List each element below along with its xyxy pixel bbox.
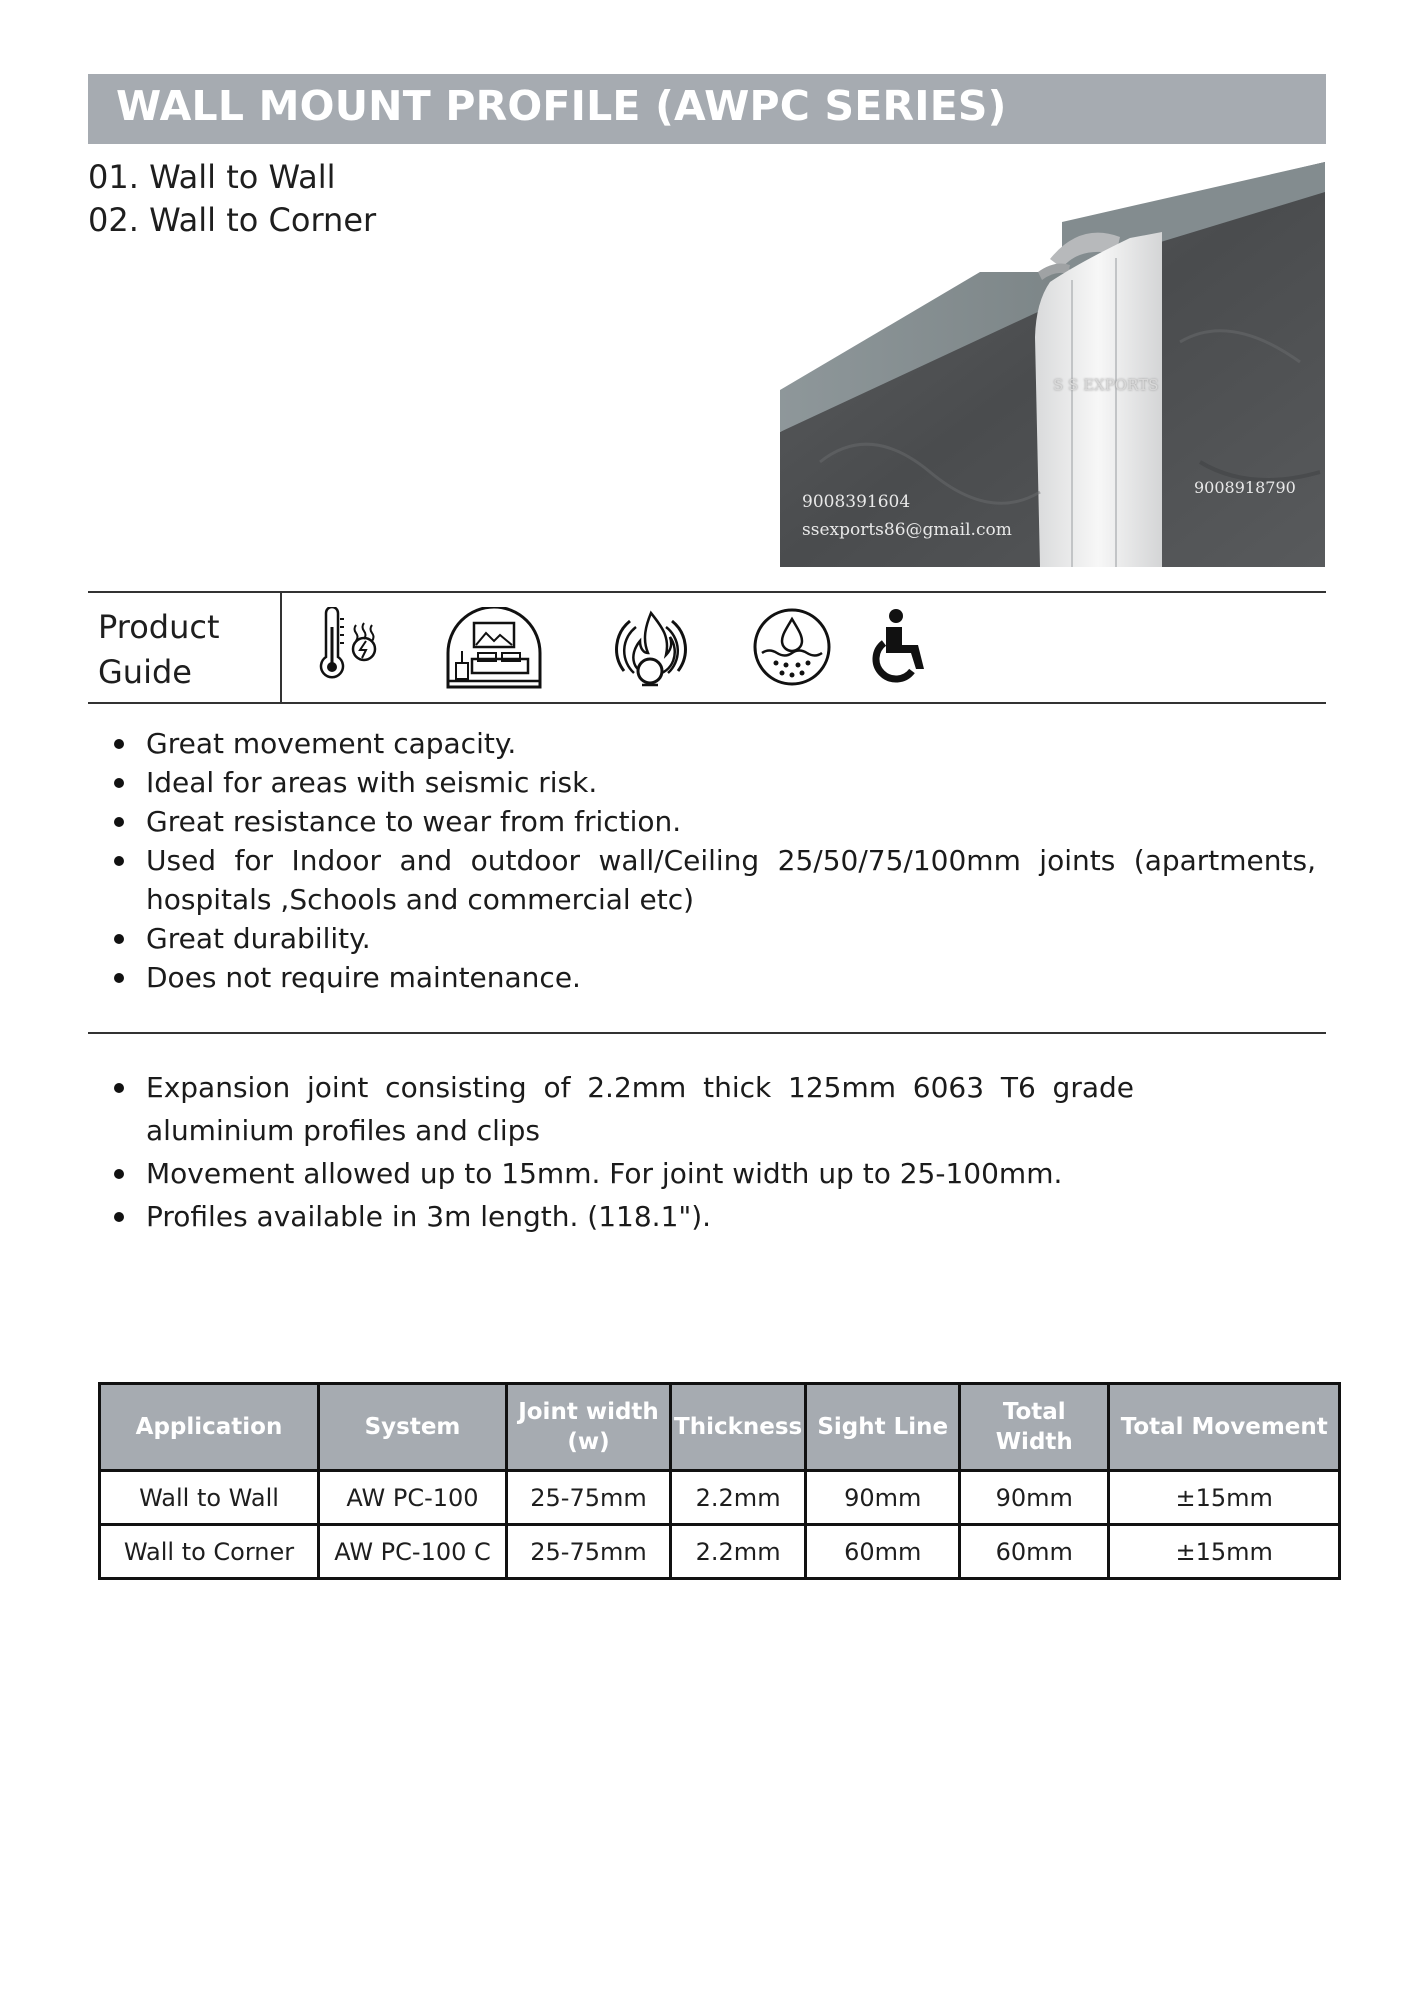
page-title: WALL MOUNT PROFILE (AWPC SERIES) — [116, 82, 1007, 130]
watermark-phone: 9008391604 — [802, 492, 911, 512]
product-photo — [780, 162, 1325, 567]
type-item: 02. Wall to Corner — [88, 201, 377, 239]
guide-label-line: Product — [98, 608, 220, 646]
table-cell: 25-75mm — [507, 1471, 671, 1525]
profile-types — [88, 156, 376, 242]
table-cell: AW PC-100 C — [319, 1525, 507, 1579]
table-cell: 2.2mm — [671, 1525, 806, 1579]
column-header: Total Width — [960, 1384, 1109, 1471]
watermark-email: ssexports86@gmail.com — [802, 520, 1012, 540]
list-item: Profiles available in 3m length. (118.1"). — [114, 1195, 1134, 1238]
column-header: Thickness — [671, 1384, 806, 1471]
guide-divider — [280, 593, 282, 702]
section-divider — [88, 1032, 1326, 1034]
table-cell: 90mm — [806, 1471, 960, 1525]
table-row — [100, 1525, 1340, 1579]
list-item: Great durability. — [114, 919, 1316, 958]
bedroom-interior-icon — [444, 607, 544, 689]
table-cell: ±15mm — [1109, 1471, 1340, 1525]
product-guide — [88, 591, 1326, 704]
spec-list — [114, 1066, 1134, 1238]
product-guide-label — [98, 605, 268, 695]
guide-label-line: Guide — [98, 653, 192, 691]
spec-table — [98, 1382, 1341, 1580]
table-header-row — [100, 1384, 1340, 1471]
table-cell: Wall to Corner — [100, 1525, 319, 1579]
table-cell: ±15mm — [1109, 1525, 1340, 1579]
list-item: Great resistance to wear from friction. — [114, 802, 1316, 841]
column-header: Application — [100, 1384, 319, 1471]
list-item: Movement allowed up to 15mm. For joint width up to 25-100mm. — [114, 1152, 1134, 1195]
table-cell: Wall to Wall — [100, 1471, 319, 1525]
list-item: Ideal for areas with seismic risk. — [114, 763, 1316, 802]
list-item: Does not require maintenance. — [114, 958, 1316, 997]
water-resistance-icon — [752, 607, 832, 687]
table-cell: 25-75mm — [507, 1525, 671, 1579]
watermark-phone: 9008918790 — [1194, 478, 1296, 497]
table-cell: 2.2mm — [671, 1471, 806, 1525]
list-item: Great movement capacity. — [114, 724, 1316, 763]
column-header: Sight Line — [806, 1384, 960, 1471]
feature-list — [114, 724, 1316, 997]
column-header: Total Movement — [1109, 1384, 1340, 1471]
column-header: System — [319, 1384, 507, 1471]
table-row — [100, 1471, 1340, 1525]
wheelchair-accessible-icon — [870, 607, 930, 687]
table-cell: AW PC-100 — [319, 1471, 507, 1525]
title-bar — [88, 74, 1326, 144]
watermark-brand: S S EXPORTS — [1053, 376, 1159, 394]
thermometer-temperature-icon — [314, 607, 384, 687]
type-item: 01. Wall to Wall — [88, 158, 336, 196]
list-item: Used for Indoor and outdoor wall/Ceiling 25/50/75/100mm joints (apartments, hospitals ,Schools and commercial etc) — [114, 841, 1316, 919]
table-cell: 90mm — [960, 1471, 1109, 1525]
fire-resistance-icon — [610, 607, 692, 689]
table-cell: 60mm — [960, 1525, 1109, 1579]
list-item: Expansion joint consisting of 2.2mm thick 125mm 6063 T6 grade aluminium profiles and clips — [114, 1066, 1134, 1152]
table-cell: 60mm — [806, 1525, 960, 1579]
column-header: Joint width (w) — [507, 1384, 671, 1471]
